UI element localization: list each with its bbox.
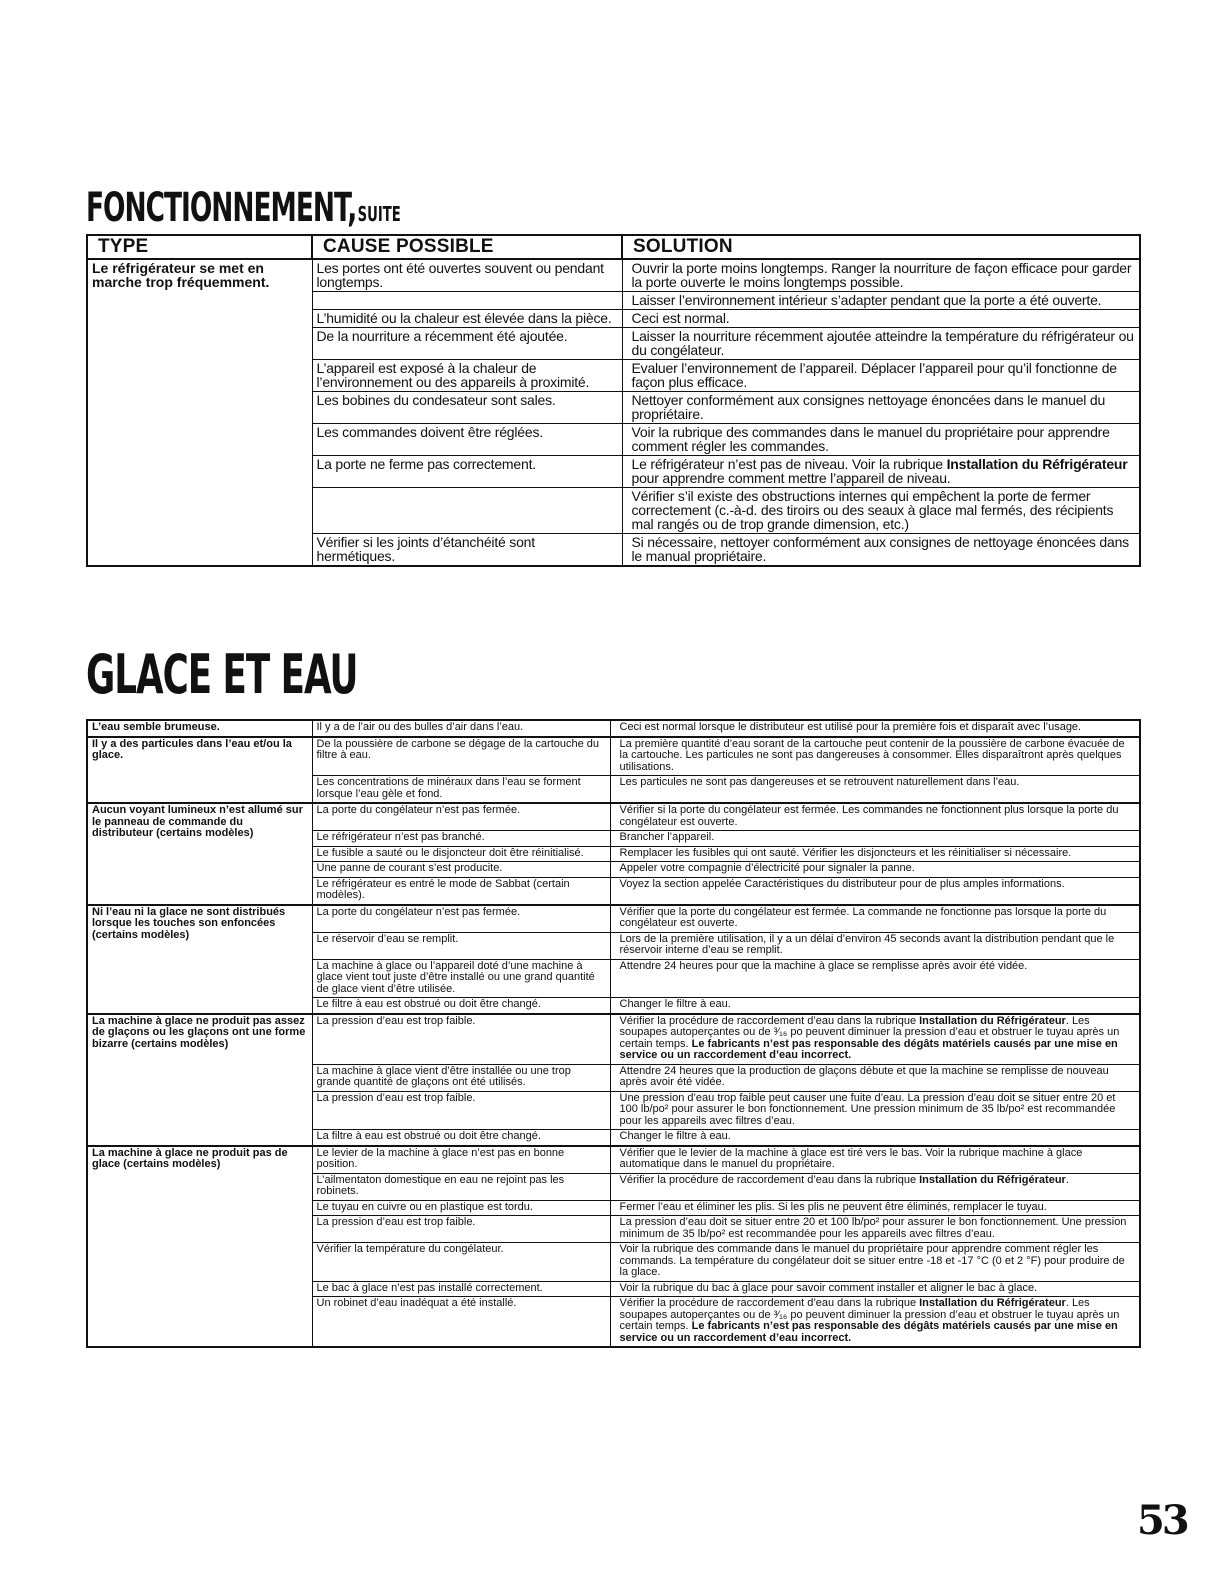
solution-text: Vérifier que la porte du congélateur est fermée. La commande ne fonctionne pas lorsque la porte du congélateur est ouverte. — [619, 905, 1107, 929]
page-number: 53 — [1137, 1497, 1187, 1544]
possible-cause-cell: La machine à glace ou l’appareil doté d’une machine à glace vient tout juste d’être installé ou une grand quantité de glace vient d’être utilisée. — [312, 959, 610, 998]
table-row — [87, 259, 1140, 292]
solution-text: Ceci est normal. — [631, 310, 730, 326]
possible-cause-cell: De la poussière de carbone se dégage de la cartouche du filtre à eau. — [312, 737, 610, 776]
possible-cause-cell: La machine à glace vient d’être installée ou une trop grande quantité de glaçons ont été utilisés. — [312, 1064, 610, 1091]
solution-cell — [610, 905, 1140, 933]
solution-text: Lors de la première utilisation, il y a un délai d’environ 45 seconds avant la distribution pendant que le réservoir interne d’eau se remplit. — [619, 932, 1115, 956]
table-row — [87, 737, 1140, 776]
possible-cause-cell: La pression d’eau est trop faible. — [312, 1014, 610, 1065]
solution-cell — [610, 1064, 1140, 1091]
solution-text: Vérifier la procédure de raccordement d’eau dans la rubrique — [619, 1173, 917, 1186]
possible-cause-cell: Un robinet d’eau inadéquat a été installé. — [312, 1297, 610, 1348]
solution-text: Si nécessaire, nettoyer conformément aux consignes de nettoyage énoncées dans le manual propriétaire. — [631, 534, 1129, 564]
solution-text: Voyez la section appelée Caractéristiques du distributeur pour de plus amples informations. — [619, 877, 1065, 890]
possible-cause-cell — [312, 488, 622, 534]
table-header-row — [87, 235, 1140, 259]
possible-cause-cell: Les bobines du condesateur sont sales. — [312, 392, 622, 424]
problem-type-cell: La machine à glace ne produit pas de glace (certains modèles) — [87, 1146, 312, 1348]
section1-title: FONCTIONNEMENT, — [86, 185, 357, 231]
solution-cell — [622, 424, 1140, 456]
solution-text: Laisser la nourriture récemment ajoutée atteindre la température du réfrigérateur ou du congélateur. — [631, 328, 1134, 358]
solution-cell — [610, 803, 1140, 831]
section1-title-suffix: SUITE — [357, 202, 401, 226]
solution-emphasis: Installation du Réfrigérateur — [919, 1297, 1066, 1309]
solution-emphasis: Installation du Réfrigérateur — [946, 456, 1128, 472]
possible-cause-cell: Le réfrigérateur n’est pas branché. — [312, 831, 610, 847]
solution-cell — [610, 1297, 1140, 1348]
solution-text: Une pression d’eau trop faible peut causer une fuite d’eau. La pression d’eau doit se situer entre 20 et 100 lb/po² pour assurer le bon fonctionnement. Une pression minimum de 35 lb/po² est recommandée pour les appareils avec filtres d’eau. — [619, 1091, 1116, 1127]
solution-cell — [622, 456, 1140, 488]
table-row — [87, 720, 1140, 737]
solution-emphasis: Installation du Réfrigérateur — [919, 1173, 1066, 1186]
solution-cell — [610, 776, 1140, 804]
section2-heading — [86, 643, 358, 706]
possible-cause-cell: Vérifier la température du congélateur. — [312, 1243, 610, 1282]
solution-text: Appeler votre compagnie d’électricité pour signaler la panne. — [619, 862, 915, 874]
solution-cell — [622, 534, 1140, 567]
solution-cell — [610, 1130, 1140, 1146]
solution-cell — [622, 292, 1140, 310]
solution-cell — [610, 1173, 1140, 1200]
solution-cell — [610, 1091, 1140, 1130]
solution-text: Voir la rubrique du bac à glace pour savoir comment installer et aligner le bac à glace. — [619, 1281, 1038, 1294]
solution-cell — [610, 846, 1140, 862]
possible-cause-cell: La porte du congélateur n’est pas fermée. — [312, 905, 610, 933]
solution-text: Ceci est normal lorsque le distributeur est utilisé pour la première fois et disparaît avec l’usage. — [619, 721, 1082, 733]
table-row — [87, 1146, 1140, 1174]
solution-cell — [622, 259, 1140, 292]
problem-type-cell: Ni l’eau ni la glace ne sont distribués lorsque les touches son enfoncées (certains modèles) — [87, 905, 312, 1014]
possible-cause-cell: Le réfrigérateur es entré le mode de Sabbat (certain modèles). — [312, 877, 610, 905]
solution-cell — [610, 1200, 1140, 1216]
solution-cell — [610, 1014, 1140, 1065]
solution-cell — [610, 1243, 1140, 1282]
solution-text: Ouvrir la porte moins longtemps. Ranger la nourriture de façon efficace pour garder la porte ouverte le moins longtemps possible. — [631, 260, 1132, 290]
possible-cause-cell: La porte ne ferme pas correctement. — [312, 456, 622, 488]
troubleshooting-table-ice-water — [86, 719, 1141, 1348]
possible-cause-cell: Le levier de la machine à glace n’est pas en bonne position. — [312, 1146, 610, 1174]
section2-title: GLACE ET EAU — [86, 643, 358, 706]
solution-text: Voir la rubrique des commandes dans le manuel du propriétaire pour apprendre comment régler les commandes. — [631, 424, 1110, 454]
possible-cause-cell: La pression d’eau est trop faible. — [312, 1216, 610, 1243]
solution-cell — [622, 310, 1140, 328]
possible-cause-cell: Les portes ont été ouvertes souvent ou pendant longtemps. — [312, 259, 622, 292]
possible-cause-cell: Le filtre à eau est obstrué ou doit être changé. — [312, 998, 610, 1014]
possible-cause-cell: L’ailmentaton domestique en eau ne rejoint pas les robinets. — [312, 1173, 610, 1200]
section1-heading — [86, 185, 401, 231]
solution-text: Changer le filtre à eau. — [619, 1130, 731, 1142]
possible-cause-cell: Les commandes doivent être réglées. — [312, 424, 622, 456]
problem-type-cell: Aucun voyant lumineux n’est allumé sur le panneau de commande du distributeur (certains modèles) — [87, 803, 312, 905]
solution-text: Attendre 24 heures pour que la machine à glace se remplisse après avoir été vidée. — [619, 959, 1028, 972]
solution-emphasis: Installation du Réfrigérateur — [919, 1014, 1066, 1027]
possible-cause-cell: Le bac à glace n’est pas installé correctement. — [312, 1281, 610, 1297]
possible-cause-cell: Le tuyau en cuivre ou en plastique est tordu. — [312, 1200, 610, 1216]
table-row — [87, 905, 1140, 933]
possible-cause-cell: Le fusible a sauté ou le disjoncteur doit être réinitialisé. — [312, 846, 610, 862]
problem-type-cell: La machine à glace ne produit pas assez de glaçons ou les glaçons ont une forme bizarre (certains modèles) — [87, 1014, 312, 1146]
solution-text: Le réfrigérateur n’est pas de niveau. Voir la rubrique — [631, 456, 943, 472]
solution-text: . Les soupapes autoperçantes ou de ³⁄₁₆ po peuvent diminuer la pression d’eau et obstruer le tuyau après un certain temps. — [619, 1297, 1120, 1332]
solution-text: Attendre 24 heures que la production de glaçons débute et que la machine se remplisse de nouveau après avoir été vidée. — [619, 1064, 1109, 1088]
solution-text: Evaluer l’environnement de l’appareil. Déplacer l’appareil pour qu’il fonctionne de façon plus efficace. — [631, 360, 1117, 390]
possible-cause-cell: L’appareil est exposé à la chaleur de l’environnement ou des appareils à proximité. — [312, 360, 622, 392]
table-row — [87, 803, 1140, 831]
solution-cell — [610, 1146, 1140, 1174]
possible-cause-cell: Le réservoir d’eau se remplit. — [312, 932, 610, 959]
solution-emphasis: Le fabricants n’est pas responsable des dégâts matériels causés par une mise en service ou un raccordement d’eau incorrect. — [619, 1320, 1118, 1344]
possible-cause-cell: La pression d’eau est trop faible. — [312, 1091, 610, 1130]
solution-cell — [610, 998, 1140, 1014]
troubleshooting-table-operation — [86, 234, 1141, 567]
header-type: TYPE — [87, 235, 312, 259]
solution-cell — [610, 959, 1140, 998]
solution-text: Les particules ne sont pas dangereuses et se retrouvent naturellement dans l’eau. — [619, 776, 1020, 788]
solution-cell — [622, 360, 1140, 392]
possible-cause-cell — [312, 292, 622, 310]
solution-text: Vérifier la procédure de raccordement d’eau dans la rubrique — [619, 1297, 917, 1309]
solution-cell — [610, 1216, 1140, 1243]
possible-cause-cell: La porte du congélateur n’est pas fermée. — [312, 803, 610, 831]
solution-emphasis: Le fabricants n’est pas responsable des dégâts matériels causés par une mise en service ou un raccordement d’eau incorrect. — [619, 1037, 1118, 1061]
solution-text: Changer le filtre à eau. — [619, 998, 731, 1010]
possible-cause-cell: Les concentrations de minéraux dans l’eau se forment lorsque l’eau gèle et fond. — [312, 776, 610, 804]
possible-cause-cell: Il y a de l’air ou des bulles d’air dans l’eau. — [312, 720, 610, 737]
solution-text: . Les soupapes autoperçantes ou de ³⁄₁₆ po peuvent diminuer la pression d’eau et obstruer le tuyau après un certain temps. — [619, 1014, 1120, 1050]
solution-cell — [610, 862, 1140, 878]
solution-cell — [610, 932, 1140, 959]
solution-text: pour apprendre comment mettre l’appareil de niveau. — [631, 470, 951, 486]
solution-cell — [622, 392, 1140, 424]
table-row — [87, 1014, 1140, 1065]
solution-cell — [610, 831, 1140, 847]
header-cause: CAUSE POSSIBLE — [312, 235, 622, 259]
header-solution: SOLUTION — [622, 235, 1140, 259]
solution-cell — [622, 328, 1140, 360]
solution-text: La première quantité d’eau sorant de la cartouche peut contenir de la poussière de carbone évacuée de la cartouche. Les particules ne sont pas dangereuses à consommer. Elles disparaîtront après quelques utilisations. — [619, 737, 1125, 773]
solution-text: Vérifier la procédure de raccordement d’eau dans la rubrique — [619, 1014, 917, 1027]
solution-cell — [610, 737, 1140, 776]
solution-cell — [610, 877, 1140, 905]
possible-cause-cell: La filtre à eau est obstrué ou doit être changé. — [312, 1130, 610, 1146]
possible-cause-cell: De la nourriture a récemment été ajoutée. — [312, 328, 622, 360]
possible-cause-cell: L’humidité ou la chaleur est élevée dans la pièce. — [312, 310, 622, 328]
problem-type-cell: Il y a des particules dans l’eau et/ou la glace. — [87, 737, 312, 804]
solution-text: Nettoyer conformément aux consignes nettoyage énoncées dans le manuel du propriétaire. — [631, 392, 1106, 422]
solution-cell — [610, 1281, 1140, 1297]
solution-text: Vérifier s’il existe des obstructions internes qui empêchent la porte de fermer correctement (c.-à-d. des tiroirs ou des seaux à glace mal fermés, des récipients mal rangés ou de trop grande dimension, etc.) — [631, 488, 1114, 532]
solution-text: Vérifier si la porte du congélateur est fermée. Les commandes ne fonctionnent plus lorsque la porte du congélateur est ouverte. — [619, 804, 1119, 828]
solution-text: Fermer l’eau et éliminer les plis. Si les plis ne peuvent être éliminés, remplacer le tuyau. — [619, 1200, 1047, 1213]
problem-type-cell: L’eau semble brumeuse. — [87, 720, 312, 737]
solution-text: Vérifier que le levier de la machine à glace est tiré vers le bas. Voir la rubrique machine à glace automatique dans le manuel du propriétaire. — [619, 1146, 1083, 1170]
solution-text: La pression d’eau doit se situer entre 20 et 100 lb/po² pour assurer le bon fonctionnement. Une pression minimum de 35 lb/po² est recommandée pour les appareils avec filtres d’eau. — [619, 1216, 1127, 1240]
solution-text: Brancher l’appareil. — [619, 831, 715, 843]
solution-cell — [622, 488, 1140, 534]
possible-cause-cell: Vérifier si les joints d’étanchéité sont hermétiques. — [312, 534, 622, 567]
solution-text: Laisser l’environnement intérieur s’adapter pendant que la porte a été ouverte. — [631, 292, 1102, 308]
solution-cell — [610, 720, 1140, 737]
solution-text: . — [1065, 1173, 1069, 1186]
solution-text: Voir la rubrique des commande dans le manuel du propriétaire pour apprendre comment régler les commands. La température du congélateur doit se situer entre -18 et -17 °C (0 et 2 °F) pour produire de la glace. — [619, 1243, 1125, 1278]
solution-text: Remplacer les fusibles qui ont sauté. Vérifier les disjoncteurs et les réinitialiser si nécessaire. — [619, 846, 1072, 859]
possible-cause-cell: Une panne de courant s’est producite. — [312, 862, 610, 878]
problem-type-cell: Le réfrigérateur se met en marche trop fréquemment. — [87, 259, 312, 566]
